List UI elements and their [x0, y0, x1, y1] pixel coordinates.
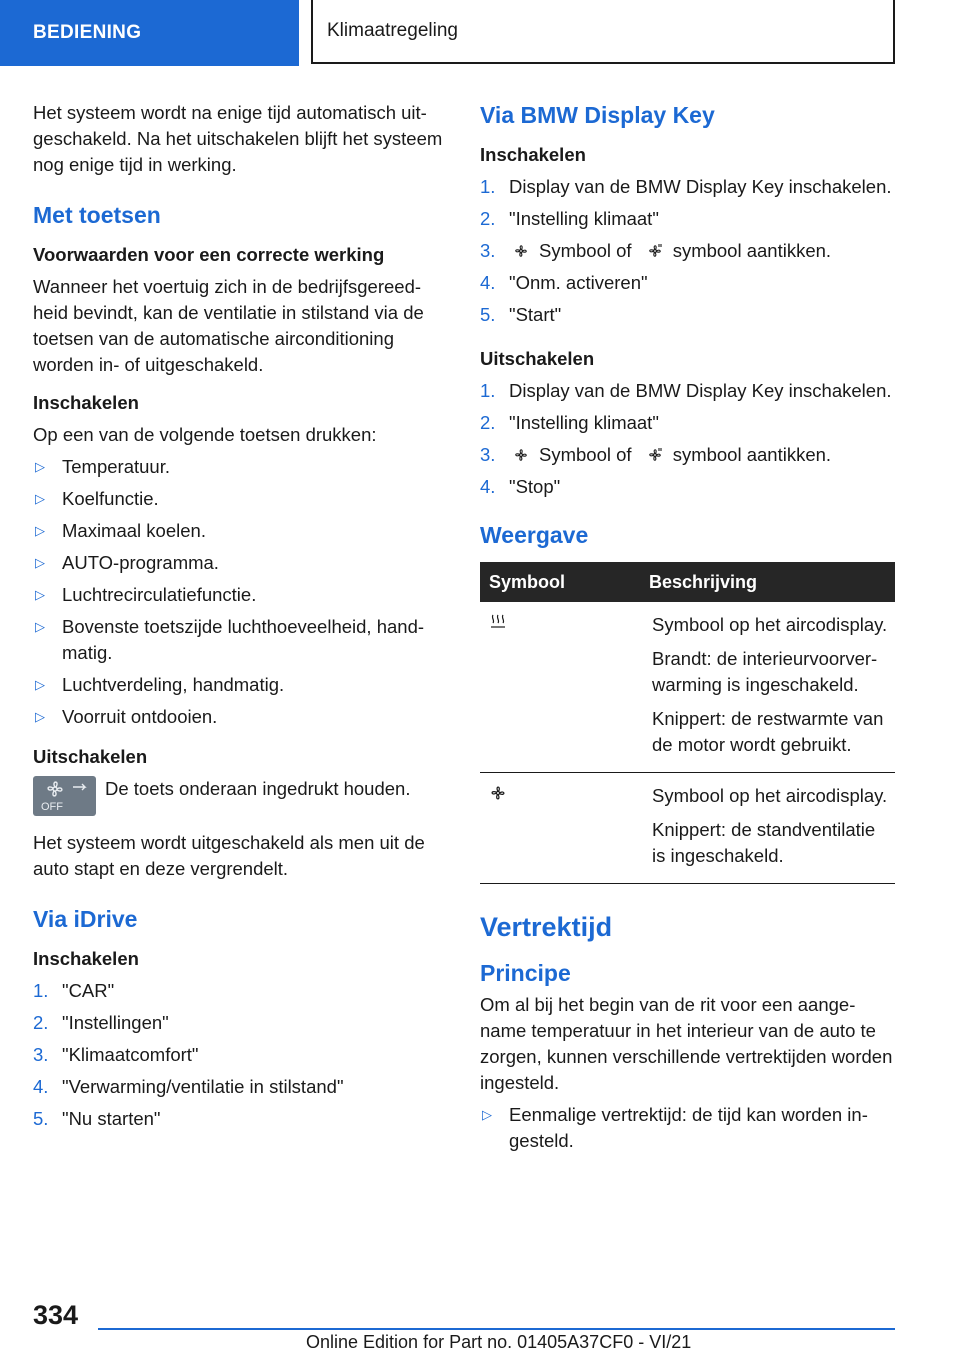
step-number: 3.: [480, 444, 496, 465]
step-number: 5.: [480, 304, 496, 325]
list-item: 4. "Stop": [480, 474, 895, 500]
after-off-text: Het systeem wordt uitgeschakeld als men uit de auto stapt en deze vergrendelt.: [33, 832, 425, 879]
triangle-bullet-icon: ▷: [35, 587, 45, 602]
dk-off-steps: [480, 378, 895, 500]
table-header-row: [480, 562, 895, 602]
triangle-bullet-icon: ▷: [35, 459, 45, 474]
triangle-bullet-icon: ▷: [35, 709, 45, 724]
fan-off-key-image: [33, 776, 96, 816]
column-header-description: Beschrijving: [643, 562, 895, 602]
triangle-bullet-icon: ▷: [35, 523, 45, 538]
step-number: 1.: [33, 980, 49, 1001]
list-item: ▷ Luchtverdeling, handmatig.: [33, 672, 443, 698]
heading-via-idrive: Via iDrive: [33, 906, 138, 932]
list-item: 3. "Klimaatcomfort": [33, 1042, 443, 1068]
heat-icon: [489, 613, 507, 631]
step-number: 2.: [33, 1012, 49, 1033]
step-number: 4.: [480, 476, 496, 497]
column-header-symbol: Symbool: [480, 562, 643, 602]
inschakelen-text: Op een van de volgende toetsen drukken:: [33, 424, 377, 445]
step-number: 3.: [33, 1044, 49, 1065]
list-item: ▷ Temperatuur.: [33, 454, 443, 480]
triangle-bullet-icon: ▷: [35, 677, 45, 692]
heat-fan-icon: [647, 447, 663, 463]
vertrektijd-list: [480, 1102, 895, 1154]
symbol-cell: [480, 602, 643, 773]
heading-vertrektijd: Vertrektijd: [480, 912, 613, 942]
heading-dk-uitschakelen: Uitschakelen: [480, 348, 595, 369]
chapter-title: Klimaatregeling: [311, 0, 895, 64]
step-number: 4.: [480, 272, 496, 293]
heading-inschakelen: Inschakelen: [33, 392, 139, 413]
fan-off-icon: [33, 776, 96, 816]
heading-principe: Principe: [480, 960, 571, 986]
symbol-cell: [480, 773, 643, 884]
list-item: 5. "Nu starten": [33, 1106, 443, 1132]
step-number: 3.: [480, 240, 496, 261]
list-item: 2. "Instellingen": [33, 1010, 443, 1036]
intro-paragraph: Het systeem wordt na enige tijd automatisch uitgeschakeld. Na het uitschakelen blijft het systeem nog enige tijd in werking.: [33, 102, 443, 175]
step-number: 1.: [480, 176, 496, 197]
step-number: 5.: [33, 1108, 49, 1129]
footer-divider: [98, 1328, 895, 1330]
list-item: 3. Symbool of symbool aantikken.: [480, 238, 895, 264]
fan-icon: [513, 243, 529, 259]
step-number: 2.: [480, 208, 496, 229]
heat-fan-icon: [647, 243, 663, 259]
heading-voorwaarden: Voorwaarden voor een correcte werking: [33, 244, 385, 265]
list-item: 2. "Instelling klimaat": [480, 206, 895, 232]
heading-uitschakelen: Uitschakelen: [33, 746, 148, 767]
description-cell: Symbool op het aircodisplay. Knippert: de standventilatie is ingeschakeld.: [643, 773, 895, 884]
description-cell: Symbool op het aircodisplay. Brandt: de interieurvoorverwarming is ingeschakeld. Knippert: de restwarmte van de motor wordt gebruikt.: [643, 602, 895, 773]
list-item: ▷ Koelfunctie.: [33, 486, 443, 512]
page-number: 334: [33, 1300, 79, 1330]
list-item: ▷ Eenmalige vertrektijd: de tijd kan worden ingesteld.: [482, 1104, 868, 1151]
list-item: ▷ Luchtrecirculatiefunctie.: [33, 582, 443, 608]
list-item: ▷ Bovenste toetszijde luchthoeveelheid, handmatig.: [35, 616, 425, 663]
heading-idrive-inschakelen: Inschakelen: [33, 948, 139, 969]
page-footer: [0, 1300, 960, 1362]
fan-icon: [489, 784, 507, 802]
idrive-steps: [33, 978, 443, 1132]
section-tab: BEDIENING: [0, 0, 299, 66]
off-key-text: De toets onderaan ingedrukt houden.: [105, 778, 411, 799]
list-item: 1. "CAR": [33, 978, 443, 1004]
edition-text: Online Edition for Part no. 01405A37CF0 - VI/21: [306, 1332, 692, 1352]
heading-display-key: Via BMW Display Key: [480, 102, 715, 128]
heading-weergave: Weergave: [480, 522, 589, 548]
list-item: 3. Symbool of symbool aantikken.: [480, 442, 895, 468]
list-item: 1. Display van de BMW Display Key inschakelen.: [480, 174, 895, 200]
list-item: ▷ AUTO-programma.: [33, 550, 443, 576]
svg-text:OFF: OFF: [41, 801, 63, 813]
heading-dk-inschakelen: Inschakelen: [480, 144, 586, 165]
list-item: 4. "Onm. activeren": [480, 270, 895, 296]
fan-icon: [513, 447, 529, 463]
step-number: 4.: [33, 1076, 49, 1097]
table-row: [480, 773, 895, 884]
left-column: [33, 100, 443, 1144]
principe-text: Om al bij het begin van de rit voor een aangename temperatuur in het interieur van de auto te zorgen, kunnen verschillende vertrektijden worden ingesteld.: [480, 994, 893, 1093]
list-item: 5. "Start": [480, 302, 895, 328]
list-item: 2. "Instelling klimaat": [480, 410, 895, 436]
symbol-table: [480, 562, 895, 884]
dk-on-steps: [480, 174, 895, 328]
step-number: 1.: [480, 380, 496, 401]
triangle-bullet-icon: ▷: [35, 491, 45, 506]
off-key-row: [33, 776, 443, 816]
triangle-bullet-icon: ▷: [482, 1107, 492, 1122]
list-item: 4. "Verwarming/ventilatie in stilstand": [33, 1074, 443, 1100]
triangle-bullet-icon: ▷: [35, 619, 45, 634]
list-item: 1. Display van de BMW Display Key inschakelen.: [480, 378, 895, 404]
heading-met-toetsen: Met toetsen: [33, 202, 161, 228]
key-list: [33, 454, 443, 730]
right-column: [480, 100, 895, 1166]
page-header: [0, 0, 960, 66]
step-number: 2.: [480, 412, 496, 433]
voorwaarden-text: Wanneer het voertuig zich in de bedrijfsgereedheid bevindt, kan de ventilatie in stilstand via de toetsen van de automatische airconditioning worden in- of uitgeschakeld.: [33, 276, 424, 375]
list-item: ▷ Maximaal koelen.: [33, 518, 443, 544]
list-item: ▷ Voorruit ontdooien.: [33, 704, 443, 730]
triangle-bullet-icon: ▷: [35, 555, 45, 570]
table-row: [480, 602, 895, 773]
